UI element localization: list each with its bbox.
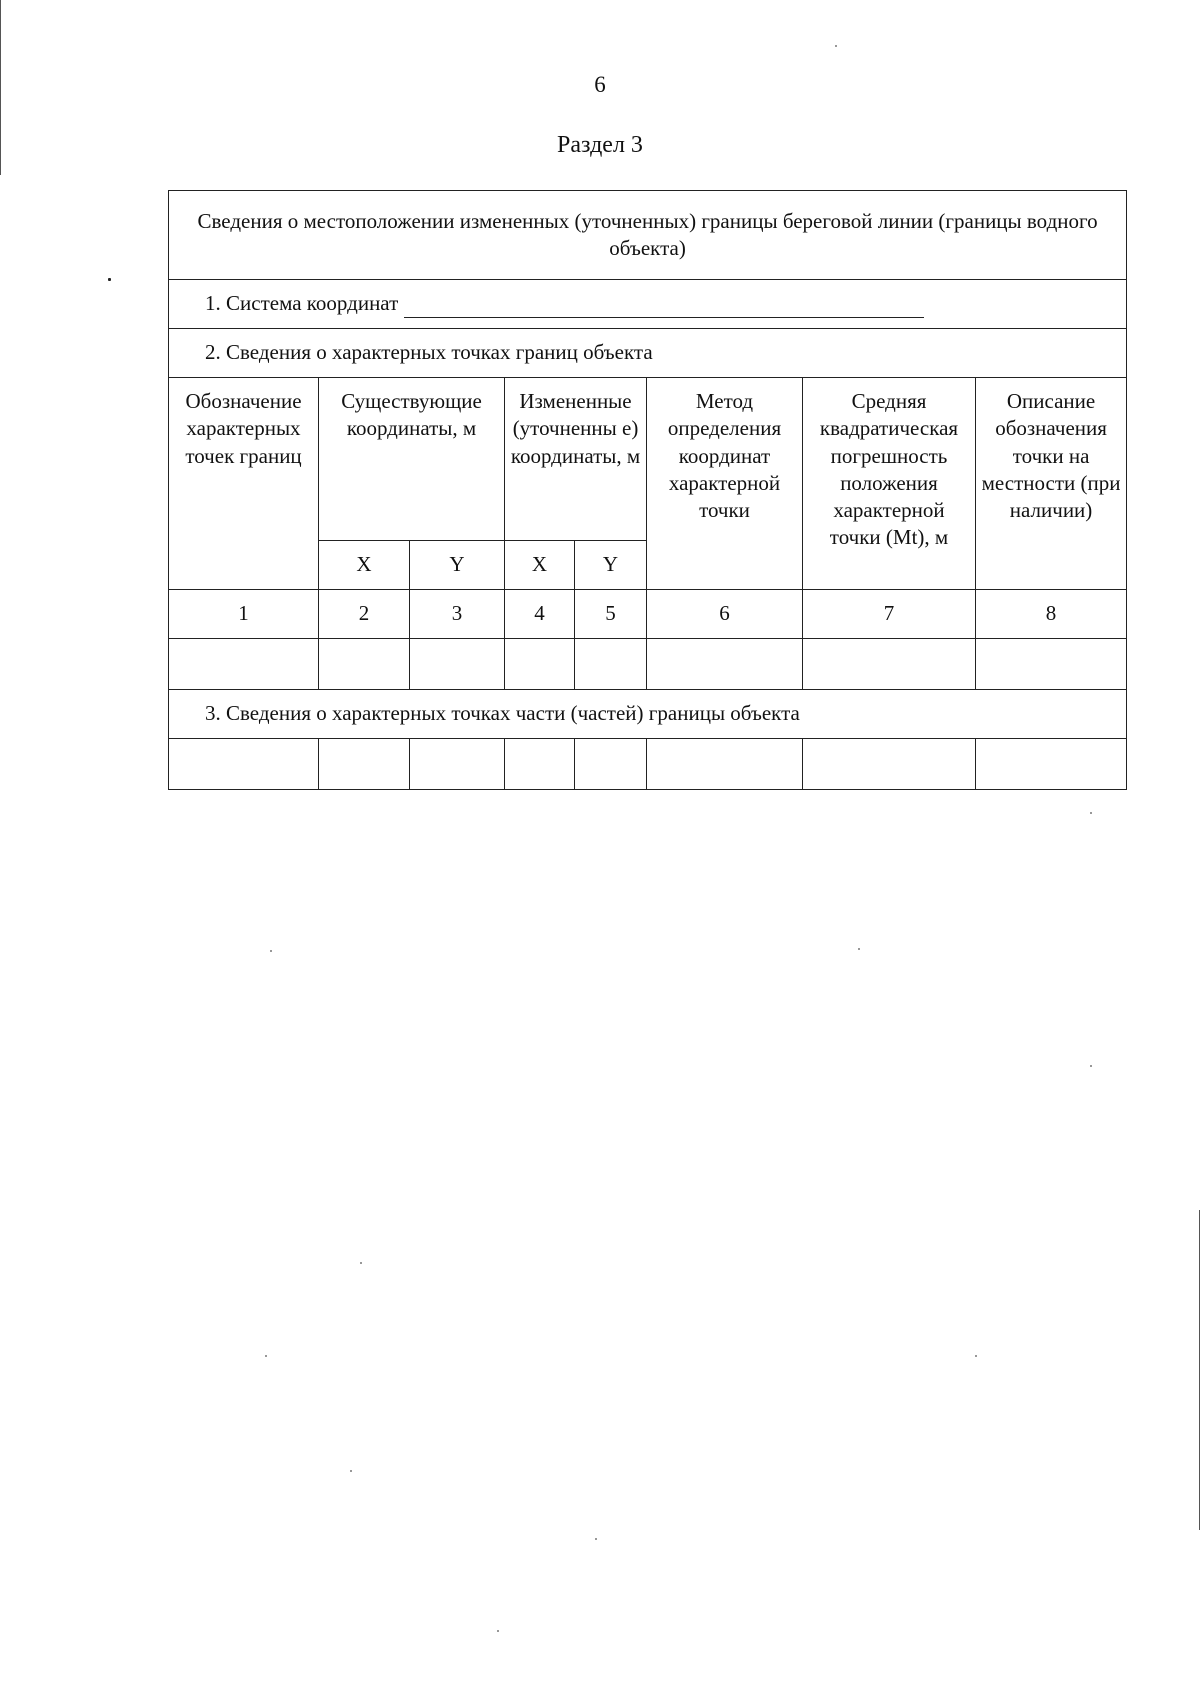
scan-speck xyxy=(360,1262,362,1264)
scan-speck xyxy=(975,1355,977,1357)
scan-speck xyxy=(270,950,272,952)
table-row-empty xyxy=(169,639,1127,690)
empty-cell xyxy=(169,739,319,790)
coordinates-table xyxy=(168,190,1127,790)
empty-cell xyxy=(505,639,575,690)
empty-cell xyxy=(647,639,803,690)
table-caption: Сведения о местоположении измененных (уточненных) границы береговой линии (границы водного объекта) xyxy=(169,191,1127,280)
empty-cell xyxy=(575,639,647,690)
header-point-designation: Обозначение характерных точек границ xyxy=(169,378,319,590)
header-existing-x: X xyxy=(319,541,410,590)
header-changed-x: X xyxy=(505,541,575,590)
coordinate-system-label: 1. Система координат xyxy=(205,291,399,316)
scan-speck xyxy=(1090,1065,1092,1067)
scan-speck xyxy=(835,45,837,47)
scan-speck xyxy=(350,1470,352,1472)
empty-cell xyxy=(647,739,803,790)
empty-cell xyxy=(803,639,976,690)
header-changed-y: Y xyxy=(575,541,647,590)
column-number: 4 xyxy=(505,590,575,639)
column-number: 3 xyxy=(410,590,505,639)
scan-speck xyxy=(1090,812,1092,814)
empty-cell xyxy=(575,739,647,790)
column-number: 2 xyxy=(319,590,410,639)
section-3-label: 3. Сведения о характерных точках части (частей) границы объекта xyxy=(169,690,1127,739)
header-method: Метод определения координат характерной точки xyxy=(647,378,803,590)
column-number: 8 xyxy=(976,590,1127,639)
scan-speck xyxy=(265,1355,267,1357)
column-number: 6 xyxy=(647,590,803,639)
column-number: 7 xyxy=(803,590,976,639)
empty-cell xyxy=(410,639,505,690)
header-point-description: Описание обозначения точки на местности (при наличии) xyxy=(976,378,1127,590)
coordinate-system-blank xyxy=(404,299,924,318)
header-mean-error: Средняя квадратическая погрешность положения характерной точки (Mt), м xyxy=(803,378,976,590)
scan-speck xyxy=(595,1538,597,1540)
empty-cell xyxy=(976,739,1127,790)
scan-speck xyxy=(497,1630,499,1632)
scan-speck xyxy=(858,948,860,950)
empty-cell xyxy=(319,739,410,790)
coordinate-system-row xyxy=(169,280,1127,329)
column-number: 1 xyxy=(169,590,319,639)
empty-cell xyxy=(976,639,1127,690)
section-2-label: 2. Сведения о характерных точках границ объекта xyxy=(169,329,1127,378)
empty-cell xyxy=(169,639,319,690)
empty-cell xyxy=(410,739,505,790)
header-existing-y: Y xyxy=(410,541,505,590)
table-row-empty xyxy=(169,739,1127,790)
column-number: 5 xyxy=(575,590,647,639)
scan-speck xyxy=(108,278,111,281)
section-title: Раздел 3 xyxy=(557,132,643,158)
header-changed-coordinates: Измененные (уточненны е) координаты, м xyxy=(505,378,647,541)
empty-cell xyxy=(319,639,410,690)
page-number: 6 xyxy=(594,72,606,97)
header-existing-coordinates: Существующие координаты, м xyxy=(319,378,505,541)
empty-cell xyxy=(803,739,976,790)
empty-cell xyxy=(505,739,575,790)
